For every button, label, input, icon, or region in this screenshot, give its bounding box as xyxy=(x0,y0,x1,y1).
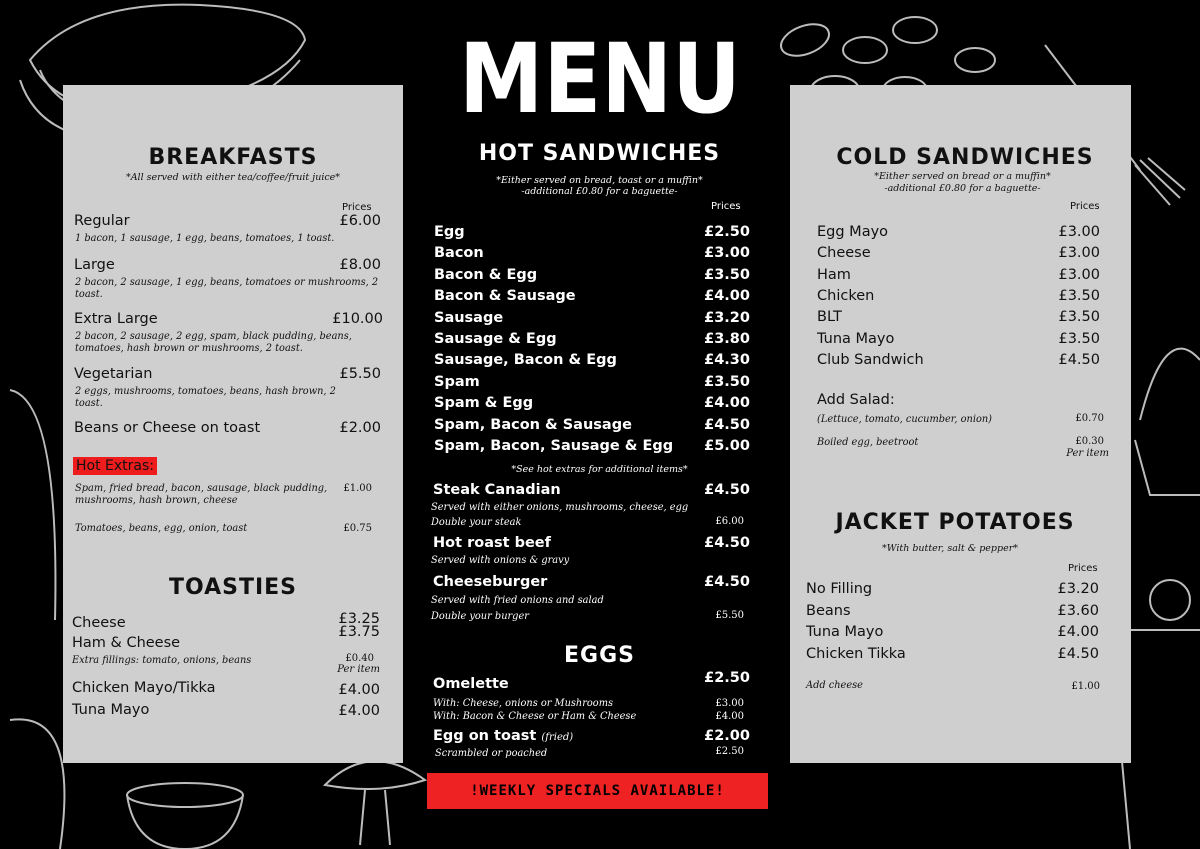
weekly-specials-banner: !WEEKLY SPECIALS AVAILABLE! xyxy=(427,773,768,809)
omelette-price: £2.50 xyxy=(704,670,750,686)
special-name: Steak Canadian xyxy=(433,482,561,498)
jacket-potatoes-prices-label: Prices xyxy=(1068,563,1098,574)
jacket-potato-price: £3.60 xyxy=(1057,602,1099,619)
jacket-potato-name: No Filling xyxy=(806,581,873,597)
omelette-option-price: £3.00 xyxy=(715,698,744,709)
toasties-extra-price: £0.40 xyxy=(345,653,374,664)
breakfasts-subtitle: *All served with either tea/coffee/fruit juice* xyxy=(125,172,341,183)
cold-sandwich-price: £3.00 xyxy=(1058,245,1100,262)
jacket-potato-name: Chicken Tikka xyxy=(806,645,906,662)
add-cheese-label: Add cheese xyxy=(806,680,863,691)
breakfast-item-name: Beans or Cheese on toast xyxy=(74,420,261,436)
breakfasts-heading: BREAKFASTS xyxy=(148,145,318,170)
jacket-potato-name: Beans xyxy=(806,602,851,619)
breakfast-item-desc: 2 bacon, 2 sausage, 1 egg, beans, tomatoes or mushrooms, 2 toast. xyxy=(75,277,379,300)
hot-sandwich-name: Sausage & Egg xyxy=(434,331,557,347)
omelette-name: Omelette xyxy=(433,676,509,692)
hot-sandwiches-subtitle: *Either served on bread, toast or a muffin* xyxy=(496,175,703,186)
menu-title xyxy=(455,23,745,135)
hot-sandwich-price: £4.00 xyxy=(704,288,750,305)
egg-on-toast-desc: Scrambled or poached xyxy=(435,748,548,759)
hot-sandwich-name: Bacon & Sausage xyxy=(434,288,576,305)
salad-price: £0.70 xyxy=(1075,413,1104,424)
hot-extras-label: Hot Extras: xyxy=(73,457,157,475)
egg-on-toast-desc-price: £2.50 xyxy=(715,746,744,757)
cold-sandwich-name: Egg Mayo xyxy=(817,224,889,240)
cold-sandwiches-heading: COLD SANDWICHES xyxy=(836,145,1094,170)
cold-sandwich-name: Ham xyxy=(817,266,851,283)
hot-sandwich-price: £4.00 xyxy=(704,395,750,412)
hot-sandwich-name: Sausage, Bacon & Egg xyxy=(434,352,617,369)
menu-title-text: MENU xyxy=(459,23,741,135)
hot-sandwich-price: £3.20 xyxy=(704,309,750,326)
egg-on-toast-label: Egg on toast xyxy=(433,728,537,744)
boiled-price: £0.30 xyxy=(1075,436,1104,447)
hot-sandwich-name: Spam & Egg xyxy=(434,395,534,412)
extra-price: £0.75 xyxy=(343,523,372,534)
egg-on-toast-name xyxy=(433,728,573,744)
omelette-option-price: £4.00 xyxy=(715,711,744,722)
hot-sandwiches-subtitle: -additional £0.80 for a baguette- xyxy=(521,186,678,197)
extra-desc: Tomatoes, beans, egg, onion, toast xyxy=(75,523,248,534)
toasties-per-item: Per item xyxy=(337,664,380,675)
breakfast-item-desc: 2 eggs, mushrooms, tomatoes, beans, hash brown, 2 toast. xyxy=(75,386,336,409)
breakfast-item-name: Vegetarian xyxy=(74,366,153,382)
special-desc: Served with onions & gravy xyxy=(431,555,570,566)
omelette-option: With: Bacon & Cheese or Ham & Cheese xyxy=(433,711,637,722)
breakfast-item-price: £2.00 xyxy=(339,420,381,436)
egg-on-toast-price: £2.00 xyxy=(704,728,750,744)
hot-sandwich-name: Bacon xyxy=(434,245,484,262)
special-price-double: £5.50 xyxy=(715,610,744,621)
toastie-item-price: £3.75 xyxy=(338,624,380,640)
special-desc: Served with either onions, mushrooms, cheese, egg xyxy=(431,502,689,513)
breakfast-item-price: £8.00 xyxy=(339,257,381,273)
cold-sandwich-price: £3.50 xyxy=(1058,330,1100,347)
cold-sandwich-price: £3.00 xyxy=(1058,266,1100,283)
toasties-extra-fillings: Extra fillings: tomato, onions, beans xyxy=(72,655,252,666)
add-cheese-price: £1.00 xyxy=(1071,681,1100,692)
toastie-item-price: £4.00 xyxy=(338,682,380,698)
special-desc: Double your steak xyxy=(431,517,522,528)
breakfast-item-price: £6.00 xyxy=(339,213,381,229)
jacket-potatoes-subtitle: *With butter, salt & pepper* xyxy=(881,543,1018,554)
hot-sandwich-price: £3.50 xyxy=(704,266,750,283)
jacket-potato-name: Tuna Mayo xyxy=(806,624,884,640)
omelette-option: With: Cheese, onions or Mushrooms xyxy=(433,698,614,709)
cold-sandwich-name: Cheese xyxy=(817,245,871,262)
coffee-cup-illustration xyxy=(110,765,260,849)
hot-sandwich-name: Spam xyxy=(434,373,480,390)
breakfast-item-desc: 1 bacon, 1 sausage, 1 egg, beans, tomatoes, 1 toast. xyxy=(75,233,335,244)
toastie-item-price: £3.25 xyxy=(338,611,380,627)
jacket-potatoes-heading: JACKET POTATOES xyxy=(835,510,1075,535)
hot-sandwich-name: Spam, Bacon, Sausage & Egg xyxy=(434,438,674,454)
hot-sandwich-price: £3.50 xyxy=(704,373,750,390)
breakfast-item-desc: 2 bacon, 2 sausage, 2 egg, spam, black pudding, beans, tomatoes, hash brown or mushrooms, 2 toast. xyxy=(75,331,352,354)
cold-sandwich-price: £4.50 xyxy=(1058,351,1100,368)
boiled-desc: Boiled egg, beetroot xyxy=(817,437,919,448)
cold-sandwich-name: Club Sandwich xyxy=(817,351,924,368)
special-price: £4.50 xyxy=(704,535,750,551)
special-name: Hot roast beef xyxy=(433,535,551,551)
toastie-item-name: Chicken Mayo/Tikka xyxy=(72,680,216,696)
toastie-item-price: £4.00 xyxy=(338,703,380,719)
toastie-item-name: Ham & Cheese xyxy=(72,635,181,651)
egg-on-toast-note: (fried) xyxy=(541,732,574,743)
jacket-potato-price: £4.50 xyxy=(1057,645,1099,662)
hot-sandwich-name: Egg xyxy=(434,224,465,240)
cold-sandwiches-subtitle: -additional £0.80 for a baguette- xyxy=(884,183,1041,194)
breakfasts-prices-label: Prices xyxy=(342,202,372,213)
special-name: Cheeseburger xyxy=(433,574,548,590)
jacket-potato-price: £3.20 xyxy=(1057,581,1099,597)
cold-sandwich-name: BLT xyxy=(817,309,842,326)
cold-sandwich-price: £3.00 xyxy=(1058,224,1100,240)
hot-sandwich-price: £4.30 xyxy=(704,352,750,369)
hot-sandwiches-heading: HOT SANDWICHES xyxy=(478,141,721,166)
jacket-potato-price: £4.00 xyxy=(1057,624,1099,640)
special-price-double: £6.00 xyxy=(715,516,744,527)
toastie-item-name: Cheese xyxy=(72,615,126,631)
toasties-heading: TOASTIES xyxy=(168,575,298,600)
extra-desc: Spam, fried bread, bacon, sausage, black pudding, mushrooms, hash brown, cheese xyxy=(75,483,328,506)
special-desc: Double your burger xyxy=(431,611,529,622)
hot-sandwiches-note: *See hot extras for additional items* xyxy=(511,464,688,475)
cold-sandwich-price: £3.50 xyxy=(1058,309,1100,326)
extra-price: £1.00 xyxy=(343,483,372,494)
cupcake-illustration xyxy=(1130,300,1200,500)
hot-sandwich-price: £2.50 xyxy=(704,224,750,240)
breakfast-item-name: Extra Large xyxy=(74,311,158,327)
cold-sandwiches-prices-label: Prices xyxy=(1070,201,1100,212)
hot-sandwich-name: Spam, Bacon & Sausage xyxy=(434,416,632,433)
special-price: £4.50 xyxy=(704,574,750,590)
cold-sandwiches-panel xyxy=(790,85,1131,763)
toastie-item-name: Tuna Mayo xyxy=(72,702,150,718)
breakfast-item-price: £10.00 xyxy=(332,311,383,327)
hot-sandwiches-prices-label: Prices xyxy=(711,201,741,212)
eggs-heading: EGGS xyxy=(564,643,635,668)
hot-sandwich-price: £4.50 xyxy=(704,416,750,433)
cold-sandwich-name: Chicken xyxy=(817,287,875,304)
sausage-illustration xyxy=(0,380,70,630)
boiled-per-item: Per item xyxy=(1066,448,1109,459)
salad-desc: (Lettuce, tomato, cucumber, onion) xyxy=(817,414,993,425)
cold-sandwich-name: Tuna Mayo xyxy=(817,330,895,347)
special-desc: Served with fried onions and salad xyxy=(431,595,604,606)
breakfast-item-price: £5.50 xyxy=(339,366,381,382)
hot-sandwich-name: Bacon & Egg xyxy=(434,266,538,283)
hot-sandwich-price: £5.00 xyxy=(704,438,750,454)
hot-sandwich-price: £3.80 xyxy=(704,331,750,347)
special-price: £4.50 xyxy=(704,482,750,498)
hot-sandwich-price: £3.00 xyxy=(704,245,750,262)
cold-sandwich-price: £3.50 xyxy=(1058,287,1100,304)
breakfast-item-name: Regular xyxy=(74,213,130,229)
breakfast-item-name: Large xyxy=(74,257,115,273)
add-salad-label: Add Salad: xyxy=(817,392,895,408)
cold-sandwiches-subtitle: *Either served on bread or a muffin* xyxy=(874,171,1051,182)
hot-sandwich-name: Sausage xyxy=(434,309,504,326)
